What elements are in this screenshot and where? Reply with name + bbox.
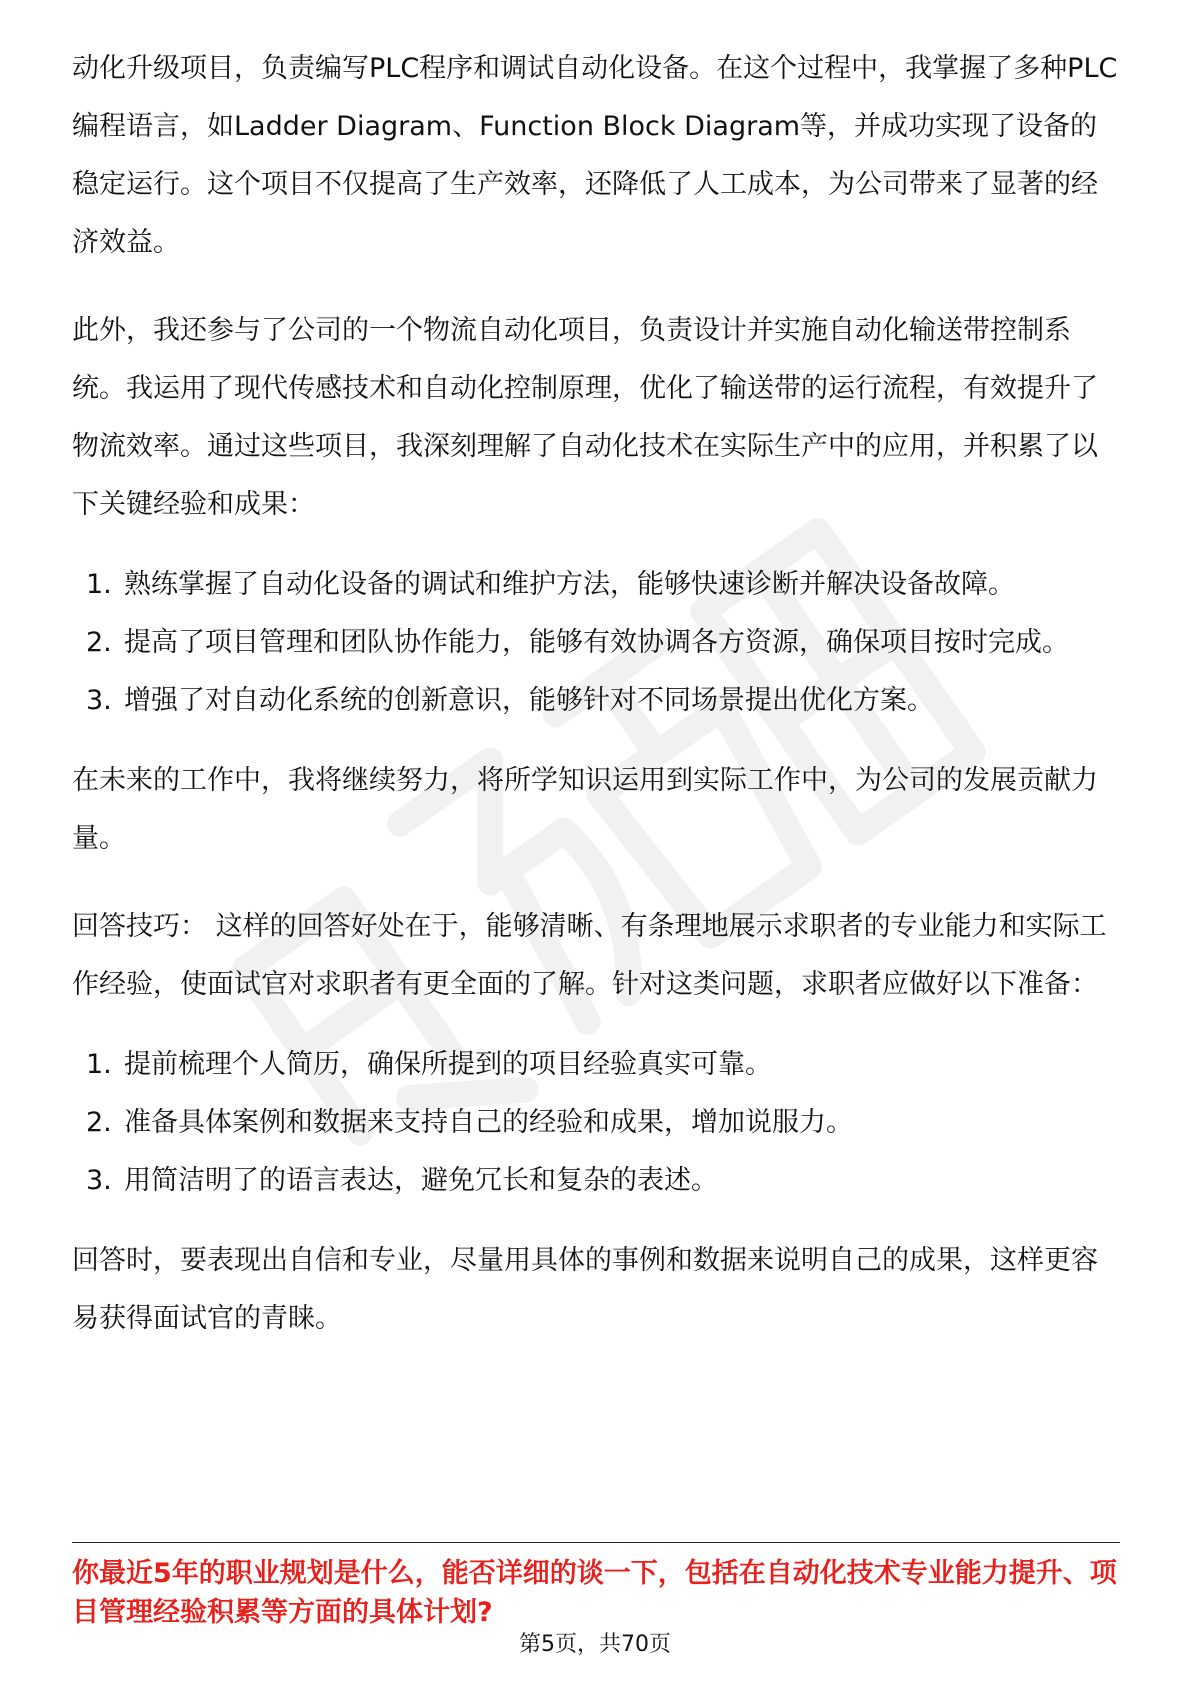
- list-number: 1.: [86, 1049, 112, 1080]
- section-divider: [72, 1542, 1120, 1543]
- page-number: 第5页，共70页: [519, 1632, 671, 1657]
- list-item: [72, 614, 1122, 672]
- preparation-list: [72, 1036, 1122, 1210]
- list-item: [72, 556, 1122, 614]
- list-item-text: 熟练掌握了自动化设备的调试和维护方法，能够快速诊断并解决设备故障。: [124, 569, 1015, 600]
- list-item: [72, 1094, 1122, 1152]
- interview-question: 你最近5年的职业规划是什么，能否详细的谈一下，包括在自动化技术专业能力提升、项目管理经验积累等方面的具体计划?: [72, 1558, 1117, 1628]
- paragraph-future-work: 在未来的工作中，我将继续努力，将所学知识运用到实际工作中，为公司的发展贡献力量。: [72, 765, 1098, 854]
- list-item-text: 增强了对自动化系统的创新意识，能够针对不同场景提出优化方案。: [124, 685, 934, 716]
- experience-list: [72, 556, 1122, 730]
- list-item: [72, 1036, 1122, 1094]
- paragraph-project-intro: 动化升级项目，负责编写PLC程序和调试自动化设备。在这个过程中，我掌握了多种PLC编程语言，如Ladder Diagram、Function Block Diagram等，并成功实现了设备的稳定运行。这个项目不仅提高了生产效率，还降低了人工成本，为公司带来了显著的经济效益。: [72, 53, 1118, 258]
- paragraph-answer-advice: 回答时，要表现出自信和专业，尽量用具体的事例和数据来说明自己的成果，这样更容易获得面试官的青睐。: [72, 1245, 1098, 1334]
- list-item-text: 提高了项目管理和团队协作能力，能够有效协调各方资源，确保项目按时完成。: [124, 627, 1069, 658]
- paragraph-logistics-project: 此外，我还参与了公司的一个物流自动化项目，负责设计并实施自动化输送带控制系统。我运用了现代传感技术和自动化控制原理，优化了输送带的运行流程，有效提升了物流效率。通过这些项目，我深刻理解了自动化技术在实际生产中的应用，并积累了以下关键经验和成果：: [72, 315, 1098, 520]
- list-item-text: 提前梳理个人简历，确保所提到的项目经验真实可靠。: [124, 1049, 772, 1080]
- list-number: 1.: [86, 569, 112, 600]
- list-item: [72, 672, 1122, 730]
- list-number: 3.: [86, 1165, 112, 1196]
- list-number: 2.: [86, 627, 112, 658]
- list-item-text: 准备具体案例和数据来支持自己的经验和成果，增加说服力。: [124, 1107, 853, 1138]
- paragraph-answer-tips: 回答技巧： 这样的回答好处在于，能够清晰、有条理地展示求职者的专业能力和实际工作经验，使面试官对求职者有更全面的了解。针对这类问题，求职者应做好以下准备：: [72, 911, 1107, 1000]
- list-number: 3.: [86, 685, 112, 716]
- list-item: [72, 1152, 1122, 1210]
- list-number: 2.: [86, 1107, 112, 1138]
- document-body: [72, 40, 1122, 1348]
- list-item-text: 用简洁明了的语言表达，避免冗长和复杂的表述。: [124, 1165, 718, 1196]
